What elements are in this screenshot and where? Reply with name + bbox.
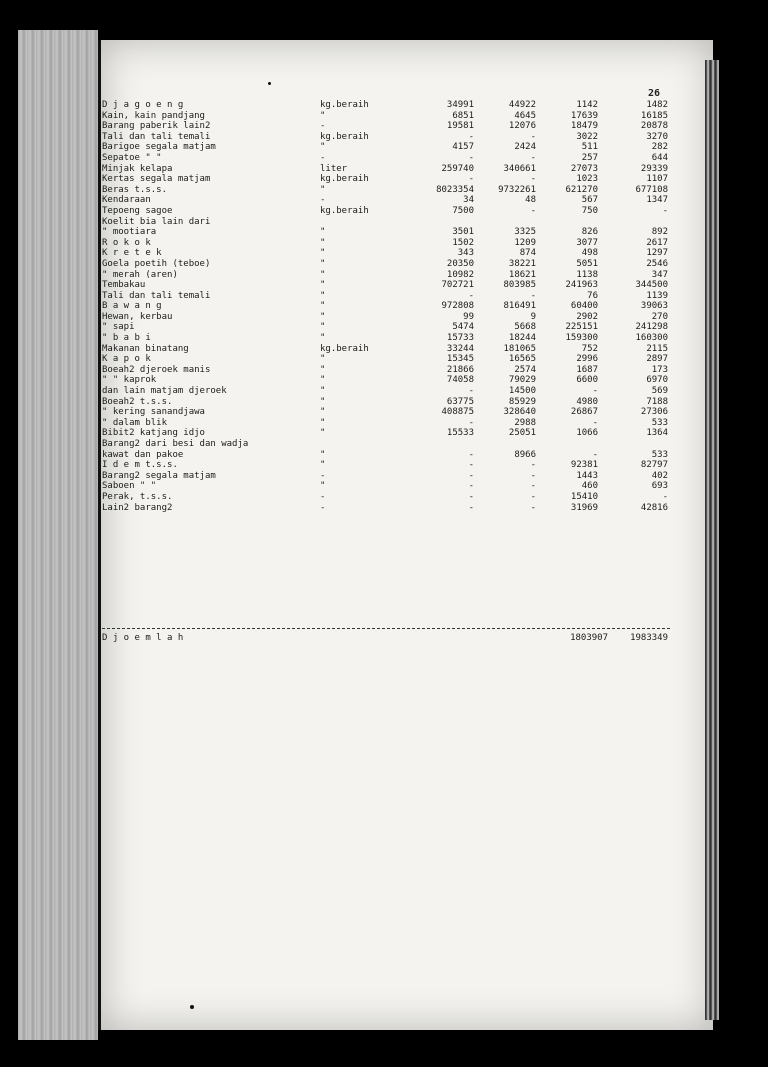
item-unit: " <box>320 322 326 333</box>
value-2: - <box>530 481 536 492</box>
total-separator-rule <box>102 628 670 629</box>
table-row <box>102 100 668 111</box>
table-row <box>102 195 668 206</box>
value-2: - <box>530 152 536 163</box>
value-4: 16185 <box>640 110 668 121</box>
value-2: 85929 <box>508 396 536 407</box>
item-unit: " <box>320 248 326 259</box>
value-3: 826 <box>581 227 598 238</box>
value-1: 63775 <box>446 396 474 407</box>
value-3: 4980 <box>576 396 598 407</box>
value-2: 25051 <box>508 428 536 439</box>
value-1: - <box>468 152 474 163</box>
item-unit: " <box>320 280 326 291</box>
item-name: B a w a n g <box>102 301 162 312</box>
value-3: 1142 <box>576 100 598 110</box>
value-1: 15345 <box>446 354 474 365</box>
value-4: 29339 <box>640 163 668 174</box>
item-name: Boeah2 djeroek manis <box>102 364 211 375</box>
item-unit: " <box>320 110 326 121</box>
item-unit: " <box>320 417 326 428</box>
page-stack-edge <box>705 60 719 1020</box>
value-3: 2902 <box>576 311 598 322</box>
table-row <box>102 291 668 302</box>
value-4: 344500 <box>635 280 668 291</box>
value-1: - <box>468 449 474 460</box>
value-1 <box>410 439 474 450</box>
value-1: 1502 <box>452 237 474 248</box>
value-4: 2546 <box>646 258 668 269</box>
table-row <box>102 280 668 291</box>
value-3: 621270 <box>565 184 598 195</box>
value-3: 1023 <box>576 174 598 185</box>
value-2: - <box>530 205 536 216</box>
value-3: 460 <box>581 481 598 492</box>
item-name: kawat dan pakoe <box>102 449 184 460</box>
value-2: 2574 <box>514 364 536 375</box>
value-3: 1687 <box>576 364 598 375</box>
item-name: Tembakau <box>102 280 146 291</box>
value-4: 644 <box>651 152 668 163</box>
value-1: - <box>468 460 474 471</box>
item-name: Barang paberik lain2 <box>102 121 211 132</box>
value-4: 6970 <box>646 375 668 386</box>
value-4: 1364 <box>646 428 668 439</box>
item-name: K a p o k <box>102 354 151 365</box>
item-unit: " <box>320 311 326 322</box>
value-1: 4157 <box>452 142 474 153</box>
table-row <box>102 153 668 164</box>
value-3: 27073 <box>570 163 598 174</box>
value-4: 2897 <box>646 354 668 365</box>
value-2: - <box>530 460 536 471</box>
value-4: 270 <box>651 311 668 322</box>
value-4: 1139 <box>646 290 668 301</box>
item-name: Koelit bia lain dari <box>102 216 211 227</box>
item-unit: " <box>320 333 326 344</box>
table-row <box>102 164 668 175</box>
value-3: 257 <box>581 152 598 163</box>
table-row <box>102 375 668 386</box>
value-1: 19581 <box>446 121 474 132</box>
table-row <box>102 142 668 153</box>
table-row <box>102 121 668 132</box>
item-name: Bibit2 katjang idjo <box>102 428 205 439</box>
item-unit: - <box>320 502 326 513</box>
value-1: 33244 <box>446 343 474 354</box>
table-row <box>102 301 668 312</box>
item-unit: " <box>320 142 326 153</box>
value-3: 18479 <box>570 121 598 132</box>
table-row <box>102 174 668 185</box>
value-4: 569 <box>651 386 668 397</box>
value-4: 42816 <box>640 502 668 513</box>
item-unit: " <box>320 364 326 375</box>
item-unit: " <box>320 290 326 301</box>
commodity-table <box>102 100 668 513</box>
item-unit: kg.beraih <box>320 100 369 110</box>
value-4: 7188 <box>646 396 668 407</box>
value-3: 752 <box>581 343 598 354</box>
item-name: " kering sanandjawa <box>102 407 205 418</box>
item-unit: - <box>320 491 326 502</box>
item-name: Barigoe segala matjam <box>102 142 216 153</box>
value-3: 5051 <box>576 258 598 269</box>
item-name: Tali dan tali temali <box>102 131 211 142</box>
item-unit <box>320 439 410 450</box>
item-unit: kg.beraih <box>320 205 369 216</box>
item-unit: " <box>320 301 326 312</box>
value-2: 4645 <box>514 110 536 121</box>
value-2: 2424 <box>514 142 536 153</box>
item-name: " merah (aren) <box>102 269 178 280</box>
value-4: - <box>662 491 668 502</box>
table-row <box>102 428 668 439</box>
item-unit: " <box>320 481 326 492</box>
table-row <box>102 111 668 122</box>
value-2: 803985 <box>503 280 536 291</box>
item-name: Boeah2 t.s.s. <box>102 396 173 407</box>
item-name: Goela poetih (teboe) <box>102 258 211 269</box>
value-2: 1209 <box>514 237 536 248</box>
table-row <box>102 492 668 503</box>
value-2: 38221 <box>508 258 536 269</box>
item-name: " sapi <box>102 322 135 333</box>
value-1 <box>410 217 474 228</box>
table-row <box>102 450 668 461</box>
value-2: - <box>530 502 536 513</box>
value-2: 18244 <box>508 333 536 344</box>
value-1: - <box>468 131 474 142</box>
value-4: 27306 <box>640 407 668 418</box>
value-3: 92381 <box>570 460 598 471</box>
item-name: D j a g o e n g <box>102 100 184 110</box>
value-1: 21866 <box>446 364 474 375</box>
table-row <box>102 471 668 482</box>
item-name: I d e m t.s.s. <box>102 460 178 471</box>
value-4: 533 <box>651 417 668 428</box>
value-3: 159300 <box>565 333 598 344</box>
value-4: - <box>662 205 668 216</box>
item-name: Saboen " " <box>102 481 157 492</box>
item-name: Barang2 dari besi dan wadja <box>102 439 249 449</box>
value-3: 511 <box>581 142 598 153</box>
value-3: 750 <box>581 205 598 216</box>
value-1: - <box>468 491 474 502</box>
item-unit: " <box>320 428 326 439</box>
value-3: 15410 <box>570 491 598 502</box>
value-1: - <box>468 417 474 428</box>
item-unit: " <box>320 237 326 248</box>
value-4: 39063 <box>640 301 668 312</box>
table-row <box>102 365 668 376</box>
item-name: K r e t e k <box>102 248 162 259</box>
total-value-1: 1803907 <box>570 633 608 643</box>
item-name: Lain2 barang2 <box>102 502 173 513</box>
value-2: - <box>530 290 536 301</box>
item-name: " mootiara <box>102 227 157 238</box>
value-4: 3270 <box>646 131 668 142</box>
table-row <box>102 397 668 408</box>
value-1: 6851 <box>452 110 474 121</box>
item-name: Makanan binatang <box>102 343 189 354</box>
scan-speck <box>268 82 271 85</box>
item-unit: " <box>320 269 326 280</box>
value-2: - <box>530 470 536 481</box>
item-name: Perak, t.s.s. <box>102 491 173 502</box>
value-3: 26867 <box>570 407 598 418</box>
value-4 <box>598 439 668 450</box>
value-1: - <box>468 290 474 301</box>
table-row <box>102 238 668 249</box>
value-2: 2988 <box>514 417 536 428</box>
table-row <box>102 217 668 228</box>
value-2: 874 <box>519 248 536 259</box>
value-2: 8966 <box>514 449 536 460</box>
table-row <box>102 354 668 365</box>
table-row <box>102 344 668 355</box>
table-row <box>102 206 668 217</box>
value-4: 533 <box>651 449 668 460</box>
value-3: 3022 <box>576 131 598 142</box>
value-2: 328640 <box>503 407 536 418</box>
table-row <box>102 460 668 471</box>
value-2: 340661 <box>503 163 536 174</box>
item-unit <box>320 217 410 228</box>
value-4: 677108 <box>635 184 668 195</box>
item-name: dan lain matjam djeroek <box>102 386 227 397</box>
table-row <box>102 185 668 196</box>
value-4: 1482 <box>646 100 668 110</box>
item-unit: - <box>320 195 326 206</box>
total-label: D j o e m l a h <box>102 633 184 643</box>
value-2 <box>474 439 536 450</box>
value-4: 20878 <box>640 121 668 132</box>
value-1: - <box>468 386 474 397</box>
item-unit: " <box>320 396 326 407</box>
value-4: 2115 <box>646 343 668 354</box>
value-1: 34991 <box>446 100 474 110</box>
item-unit: " <box>320 184 326 195</box>
value-4: 1107 <box>646 174 668 185</box>
value-1: 7500 <box>452 205 474 216</box>
value-4: 347 <box>651 269 668 280</box>
item-name: " b a b i <box>102 333 151 344</box>
value-3: 1066 <box>576 428 598 439</box>
item-unit: - <box>320 121 326 132</box>
value-2: 181065 <box>503 343 536 354</box>
value-3: 17639 <box>570 110 598 121</box>
value-2: - <box>530 131 536 142</box>
item-unit: " <box>320 375 326 386</box>
value-2: 12076 <box>508 121 536 132</box>
value-3: 1138 <box>576 269 598 280</box>
item-unit: " <box>320 407 326 418</box>
value-4: 892 <box>651 227 668 238</box>
value-1: 34 <box>463 195 474 206</box>
table-row <box>102 227 668 238</box>
previous-page-edge <box>18 30 98 1040</box>
item-name: Minjak kelapa <box>102 163 173 174</box>
value-3: - <box>592 417 598 428</box>
item-name: Kain, kain pandjang <box>102 110 205 121</box>
value-2: - <box>530 491 536 502</box>
value-1: 343 <box>457 248 474 259</box>
table-row <box>102 386 668 397</box>
value-3 <box>536 439 598 450</box>
value-3: 2996 <box>576 354 598 365</box>
value-3: 567 <box>581 195 598 206</box>
table-row <box>102 322 668 333</box>
value-2: 16565 <box>508 354 536 365</box>
item-name: Kertas segala matjam <box>102 174 211 185</box>
item-unit: kg.beraih <box>320 131 369 142</box>
scan-speck <box>190 1005 194 1009</box>
table-row <box>102 248 668 259</box>
table-row <box>102 418 668 429</box>
value-3: 1443 <box>576 470 598 481</box>
item-unit: kg.beraih <box>320 343 369 354</box>
item-name: Tepoeng sagoe <box>102 205 173 216</box>
value-1: 972808 <box>441 301 474 312</box>
value-4: 160300 <box>635 333 668 344</box>
item-unit: " <box>320 386 326 397</box>
total-value-2: 1983349 <box>630 633 668 643</box>
value-1: 15533 <box>446 428 474 439</box>
value-1: 15733 <box>446 333 474 344</box>
page-number: 26 <box>648 88 661 99</box>
value-2: - <box>530 174 536 185</box>
value-2: 44922 <box>508 100 536 110</box>
value-1: - <box>468 174 474 185</box>
value-1: - <box>468 470 474 481</box>
value-1: 99 <box>463 311 474 322</box>
value-3: - <box>592 449 598 460</box>
value-1: 20350 <box>446 258 474 269</box>
value-2: 14500 <box>508 386 536 397</box>
value-1: 259740 <box>441 163 474 174</box>
item-name: R o k o k <box>102 237 151 248</box>
item-name: Tali dan tali temali <box>102 290 211 301</box>
table-row <box>102 439 668 450</box>
item-unit: " <box>320 227 326 238</box>
value-2: 48 <box>525 195 536 206</box>
value-4: 82797 <box>640 460 668 471</box>
table-row <box>102 481 668 492</box>
item-name: Sepatoe " " <box>102 152 162 163</box>
item-name: " dalam blik <box>102 417 168 428</box>
value-2: 9 <box>530 311 536 322</box>
item-unit: - <box>320 152 326 163</box>
value-4 <box>598 217 668 228</box>
value-1: 5474 <box>452 322 474 333</box>
item-name: Kendaraan <box>102 195 151 206</box>
item-unit: " <box>320 460 326 471</box>
value-2: 79029 <box>508 375 536 386</box>
item-unit: " <box>320 354 326 365</box>
table-row <box>102 259 668 270</box>
table-row <box>102 132 668 143</box>
item-unit: kg.beraih <box>320 174 369 185</box>
value-3: 498 <box>581 248 598 259</box>
value-2: 5668 <box>514 322 536 333</box>
value-4: 241298 <box>635 322 668 333</box>
item-name: Barang2 segala matjam <box>102 470 216 481</box>
value-1: 3501 <box>452 227 474 238</box>
value-3: 76 <box>587 290 598 301</box>
table-row <box>102 312 668 323</box>
value-1: 74058 <box>446 375 474 386</box>
value-1: 8023354 <box>436 184 474 195</box>
value-3: 31969 <box>570 502 598 513</box>
table-row <box>102 503 668 514</box>
value-3: 241963 <box>565 280 598 291</box>
item-unit: " <box>320 258 326 269</box>
value-3: 225151 <box>565 322 598 333</box>
value-4: 693 <box>651 481 668 492</box>
item-unit: liter <box>320 163 348 174</box>
value-3: 60400 <box>570 301 598 312</box>
value-3: - <box>592 386 598 397</box>
value-1: 10982 <box>446 269 474 280</box>
value-2 <box>474 217 536 228</box>
value-4: 282 <box>651 142 668 153</box>
value-4: 1347 <box>646 195 668 206</box>
value-4: 173 <box>651 364 668 375</box>
value-1: - <box>468 481 474 492</box>
value-1: - <box>468 502 474 513</box>
table-row <box>102 333 668 344</box>
value-4: 402 <box>651 470 668 481</box>
value-3 <box>536 217 598 228</box>
value-1: 702721 <box>441 280 474 291</box>
item-unit: " <box>320 449 326 460</box>
value-1: 408875 <box>441 407 474 418</box>
value-2: 3325 <box>514 227 536 238</box>
item-name: " " kaprok <box>102 375 157 386</box>
table-row <box>102 270 668 281</box>
value-3: 3077 <box>576 237 598 248</box>
table-row <box>102 407 668 418</box>
value-4: 2617 <box>646 237 668 248</box>
item-name: Beras t.s.s. <box>102 184 168 195</box>
value-3: 6600 <box>576 375 598 386</box>
value-2: 816491 <box>503 301 536 312</box>
item-name: Hewan, kerbau <box>102 311 173 322</box>
item-unit: - <box>320 470 326 481</box>
value-2: 18621 <box>508 269 536 280</box>
value-2: 9732261 <box>498 184 536 195</box>
value-4: 1297 <box>646 248 668 259</box>
